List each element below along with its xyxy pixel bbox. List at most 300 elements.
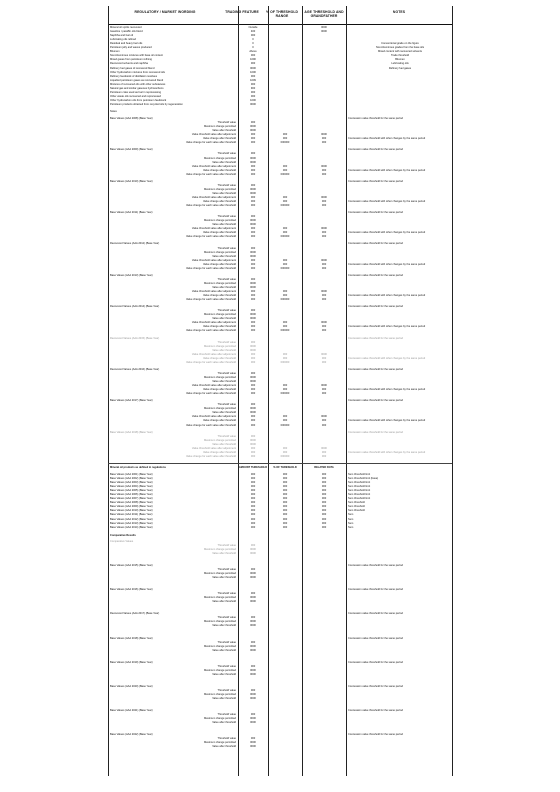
- row-note: Sum threshold limit: [348, 497, 371, 501]
- row-note: Concession value threshold for the same period: [348, 336, 403, 340]
- row-col3: 000: [282, 472, 288, 476]
- row-note: Concession value threshold for the same period: [348, 117, 403, 121]
- row-value: 000: [250, 262, 256, 266]
- row-col4: 000: [321, 517, 327, 521]
- row-value: 000: [250, 164, 256, 168]
- row-value: 000: [250, 664, 256, 668]
- row-col3: 000: [282, 446, 288, 450]
- row-label: Mixtures of recovered oils with other substances: [110, 82, 166, 86]
- row-label: Threshold value: [217, 737, 236, 741]
- row-label: Base Values (AAA 2019) (Base Year): [110, 660, 153, 664]
- row-value: 000: [250, 246, 256, 250]
- row-label: Maximum change permitted: [203, 125, 236, 129]
- row-value: 0000: [250, 745, 256, 749]
- row-label: Base Values (AAA 2002) (Base Year): [110, 477, 153, 480]
- row-col4: 0000: [321, 26, 327, 29]
- row-note: Sum threshold: [348, 501, 365, 505]
- row-note: Concession value threshold for the same period: [348, 430, 403, 434]
- row-value: 0: [252, 42, 254, 46]
- row-note: Mixed content with recovered solvents: [378, 50, 422, 54]
- row-note: Sum threshold: [348, 505, 365, 509]
- row-value: 000: [250, 172, 256, 176]
- row-label: Threshold value: [217, 543, 236, 547]
- row-value: 0000: [250, 125, 256, 129]
- row-col3: 000000: [280, 423, 290, 427]
- row-col3: 000: [282, 290, 288, 293]
- row-note: Concession value threshold for the same period: [348, 612, 403, 616]
- row-note: Concession value threshold with other changes by the same period: [348, 137, 426, 141]
- group-row: [108, 721, 452, 725]
- row-label: Value threshold value after adjustment: [191, 384, 236, 388]
- row-note: Concession value threshold with other changes by the same period: [348, 231, 426, 235]
- row-note: Concession value threshold for the same period: [348, 399, 403, 403]
- row-label: Base Values (AAA 2020) (Base Year): [110, 684, 153, 688]
- group-row: [108, 235, 452, 239]
- row-value: 1000: [250, 70, 256, 74]
- row-label: Base Values (AAA 2016) (Base Year): [110, 588, 153, 592]
- row-value: 0000: [250, 644, 256, 648]
- row-label: Base Values (AAA 2021) (Base Year): [110, 709, 153, 713]
- row-value: 000: [250, 200, 256, 203]
- row-label: Value threshold value after adjustment: [191, 164, 236, 168]
- row-label: Base Values (AAA 2008) (Base Year): [110, 117, 153, 121]
- row-col4: 000: [321, 419, 327, 423]
- row-note: Bitumen: [395, 58, 405, 62]
- row-label: Petroleum products obtained from recycled oils by regeneration: [110, 102, 183, 106]
- row-col4: 0000: [321, 352, 327, 356]
- header-col2-label: TRADING FEATURE: [225, 10, 259, 14]
- row-value: 000: [250, 371, 256, 375]
- row-value: 000: [250, 82, 256, 86]
- row-label: Value after threshold: [212, 551, 236, 555]
- row-value: 000: [250, 94, 256, 98]
- row-col3: 000000: [280, 141, 290, 145]
- row-label: Base Values (AAA 2009) (Base Year): [110, 148, 153, 152]
- row-label: Value threshold value after adjustment: [191, 227, 236, 231]
- row-col3: 000000: [280, 235, 290, 239]
- row-value: 0000: [250, 285, 256, 289]
- row-col3: 000: [282, 258, 288, 262]
- row-note: Sum threshold limit: [348, 493, 371, 497]
- group-row: [108, 697, 452, 701]
- row-col4: 000: [321, 454, 327, 458]
- row-col4: 000: [321, 472, 327, 476]
- row-label: Value change after threshold: [203, 137, 236, 141]
- row-label: Maximum change permitted: [203, 219, 236, 223]
- group-row: [108, 576, 452, 580]
- header-col2: [222, 6, 262, 25]
- row-value: 000: [250, 90, 256, 94]
- row-value: 0000: [250, 313, 256, 317]
- row-label: Recovered Values (AAA 2017) (Base Year): [110, 612, 160, 616]
- row-label: Other waste oils recovered and reprocessed: [110, 94, 161, 98]
- row-label: Value change after threshold: [203, 294, 236, 298]
- row-value: 0000: [250, 693, 256, 696]
- row-value: 1000: [250, 98, 256, 102]
- row-label: Base Values (AAA 2011) (Base Year): [110, 211, 153, 215]
- row-label: Base Values (AAA 2001) (Base Year): [110, 472, 153, 476]
- row-label: Value change after threshold: [203, 200, 236, 203]
- group-row: [108, 424, 452, 428]
- row-value: 0000: [250, 223, 256, 227]
- row-label: Gasoline / paraffin oils blend: [110, 30, 143, 34]
- row-note: Refinery fuel gases: [388, 66, 412, 70]
- row-label: Value after threshold: [212, 380, 236, 383]
- row-value: 000: [250, 183, 256, 187]
- row-value: 0000: [250, 250, 256, 254]
- row-col4: 000: [321, 392, 327, 396]
- row-label: Liquefied petroleum gases as recovered blend: [110, 78, 164, 82]
- mid-header-row: [108, 466, 452, 470]
- row-col4: 0000: [321, 227, 327, 231]
- row-value: 000: [250, 392, 256, 396]
- row-value: 000: [250, 567, 256, 571]
- row-label: Maximum change permitted: [203, 156, 236, 160]
- row-col3: 000: [282, 356, 288, 360]
- row-label: Maximum change permitted: [203, 344, 236, 348]
- row-col4: 0000: [321, 164, 327, 168]
- row-value: 0000: [250, 668, 256, 672]
- row-value: 000: [250, 141, 256, 145]
- row-col4: 000: [321, 168, 327, 172]
- row-label: Value change for each value after threshold: [186, 204, 236, 208]
- group-row: [108, 361, 452, 365]
- row-label: Non-bituminous mixtures with base oil content: [110, 54, 163, 58]
- row-note: Concession value threshold with other changes by the same period: [348, 294, 426, 298]
- row-col4: 000: [321, 356, 327, 360]
- row-label: Value after threshold: [212, 348, 236, 352]
- row-label: Base Values (AAA 2006) (Base Year): [110, 493, 153, 497]
- row-label: Maximum change permitted: [203, 668, 236, 672]
- row-label: Maximum change permitted: [203, 693, 236, 696]
- row-note: Concession value threshold for the same period: [348, 563, 403, 567]
- row-label: Threshold value: [217, 340, 236, 344]
- row-value: 000: [250, 298, 256, 302]
- row-col4: 000: [321, 294, 327, 298]
- row-label: Maximum change permitted: [203, 281, 236, 285]
- row-label: Maximum change permitted: [203, 596, 236, 600]
- row-label: Value after threshold: [212, 648, 236, 652]
- row-col3: 000: [282, 450, 288, 454]
- row-col4: 000: [321, 172, 327, 176]
- row-note: Concession value threshold for the same period: [348, 305, 403, 309]
- row-value: Above: [249, 50, 257, 54]
- row-label: Threshold value: [217, 592, 236, 596]
- row-value: 000: [250, 513, 256, 517]
- row-col4: 000: [321, 485, 327, 489]
- row-note: Concession value threshold for the same period: [348, 709, 403, 713]
- row-col4: 000: [321, 329, 327, 333]
- row-col4: 000: [321, 513, 327, 517]
- row-note: Concession value threshold for the same period: [348, 588, 403, 592]
- notes-row: [108, 110, 452, 114]
- row-value: 000: [250, 737, 256, 741]
- row-value: 000: [250, 309, 256, 313]
- row-label: Base Values (AAA 2013) (Base Year): [110, 521, 153, 525]
- row-value: 0000: [250, 576, 256, 580]
- row-value: 1009: [250, 78, 256, 82]
- header-col4: [302, 6, 346, 25]
- row-label: Value change after threshold: [203, 325, 236, 329]
- row-value: 0000: [250, 442, 256, 446]
- group-row: [108, 455, 452, 459]
- row-col4: 000: [321, 266, 327, 270]
- row-col3: 000: [282, 501, 288, 505]
- row-value: 0000: [250, 697, 256, 701]
- row-value: 000: [250, 454, 256, 458]
- row-col4: 000: [321, 489, 327, 493]
- row-label: Recovered Values (AAA 2012) (Base Year): [110, 242, 160, 246]
- row-label: Value after threshold: [212, 624, 236, 628]
- row-label: Threshold value: [217, 215, 236, 219]
- row-value: 0000: [250, 375, 256, 379]
- row-value: 000: [250, 450, 256, 454]
- row-note: Concession value threshold for the same period: [348, 636, 403, 640]
- row-col3: 000: [282, 489, 288, 493]
- row-col3: 000: [282, 505, 288, 509]
- row-label: Threshold value: [217, 640, 236, 644]
- row-col3: 000: [282, 497, 288, 501]
- mid-row: [108, 526, 452, 530]
- row-note: Concession value threshold with other changes by the same period: [348, 262, 426, 266]
- row-col3: 000: [282, 137, 288, 141]
- document-sheet: [108, 6, 452, 776]
- row-value: 000: [250, 62, 256, 66]
- row-col3: 000: [282, 419, 288, 423]
- row-value: 0000: [250, 160, 256, 164]
- row-value: 000: [250, 227, 256, 231]
- row-label: Value after threshold: [212, 672, 236, 676]
- row-value: 000: [250, 168, 256, 172]
- row-value: 000: [250, 54, 256, 58]
- row-value: 0000: [250, 254, 256, 258]
- row-label: Value change for each value after threshold: [186, 392, 236, 396]
- row-value: 000: [250, 472, 256, 476]
- row-label: Threshold value: [217, 246, 236, 250]
- row-col3: 000: [282, 513, 288, 517]
- row-col4: 0000: [321, 258, 327, 262]
- row-value: 0000: [250, 438, 256, 442]
- row-label: Base Values (AAA 2008) (Base Year): [110, 501, 153, 505]
- row-value: 000: [250, 509, 256, 513]
- row-label: Value after threshold: [212, 745, 236, 749]
- row-value: 000: [250, 195, 256, 199]
- row-label: Value change after threshold: [203, 168, 236, 172]
- row-label: Value after threshold: [212, 600, 236, 604]
- row-label: Value threshold value after adjustment: [191, 446, 236, 450]
- row-value: 000: [250, 352, 256, 356]
- row-label: Value change after threshold: [203, 356, 236, 360]
- row-label: Value after threshold: [212, 129, 236, 133]
- row-value: 000: [250, 204, 256, 208]
- row-col4: 000: [321, 388, 327, 392]
- row-col3: 000: [282, 262, 288, 266]
- row-label: Value threshold value after adjustment: [191, 352, 236, 356]
- row-note: Concession value threshold for the same period: [348, 733, 403, 737]
- row-col4: 000: [321, 235, 327, 239]
- row-label: Base Values (AAA 2004) (Base Year): [110, 485, 153, 489]
- row-value: 0000: [250, 191, 256, 195]
- row-col4: 000: [321, 204, 327, 208]
- row-label: Refinery feedstock of distillation residues: [110, 74, 157, 78]
- row-value: 0000: [250, 572, 256, 575]
- row-value: 0000: [250, 551, 256, 555]
- row-col4: 0000: [321, 195, 327, 199]
- row-value: 000: [250, 713, 256, 717]
- row-value: 000: [250, 640, 256, 644]
- row-label: Value after threshold: [212, 285, 236, 289]
- row-col4: 000: [321, 525, 327, 529]
- row-label: Threshold value: [217, 152, 236, 156]
- row-note: Sum: [348, 525, 354, 529]
- row-col3: 000: [282, 164, 288, 168]
- row-note: Concession value threshold with other changes by the same period: [348, 200, 426, 203]
- group-row: [108, 600, 452, 604]
- row-col4: 000: [321, 450, 327, 454]
- row-label: Base Values (AAA 2017) (Base Year): [110, 399, 153, 403]
- section-divider: [108, 463, 452, 464]
- row-col4: 000: [321, 505, 327, 509]
- row-label: Threshold value: [217, 403, 236, 407]
- row-value: 0000: [250, 344, 256, 348]
- row-value: 0000: [250, 66, 256, 70]
- row-col4: 0000: [321, 321, 327, 325]
- row-label: Maximum change permitted: [203, 375, 236, 379]
- row-value: 000: [250, 521, 256, 525]
- row-value: 000: [250, 446, 256, 450]
- row-note: Concession value threshold for the same period: [348, 367, 403, 371]
- row-col3: 000: [282, 509, 288, 513]
- row-label: Maximum change permitted: [203, 407, 236, 411]
- row-label: Value change for each value after threshold: [186, 266, 236, 270]
- row-value: 000: [250, 481, 256, 485]
- row-col3: 000000: [280, 298, 290, 302]
- row-col3: 000000: [280, 172, 290, 176]
- row-note: Concession value threshold for the same period: [348, 179, 403, 183]
- row-label: Mineral oil products as defined in regulations: [110, 465, 166, 469]
- group-row: [108, 649, 452, 653]
- row-col4: 0000: [321, 133, 327, 137]
- row-label: Maximum change permitted: [203, 620, 236, 624]
- row-col4: 0000: [321, 30, 327, 34]
- row-col3: 000: [282, 525, 288, 529]
- row-note: Lubricating oils: [391, 62, 409, 66]
- row-value: 000: [250, 434, 256, 438]
- row-col4: 000: [321, 137, 327, 141]
- row-note: Sum: [348, 517, 354, 521]
- row-value: 000: [250, 360, 256, 364]
- row-label: Value after threshold: [212, 254, 236, 258]
- row-value: 0: [252, 38, 254, 42]
- header-col4-label: AGE THRESHOLD AND GRANDFATHER: [304, 10, 344, 18]
- row-note: Concession value threshold with other changes by the same period: [348, 388, 426, 392]
- row-label: Value threshold value after adjustment: [191, 195, 236, 199]
- row-col3: 000: [282, 388, 288, 392]
- row-col3: 000: [282, 195, 288, 199]
- row-label: Value after threshold: [212, 721, 236, 725]
- row-label: Base Values (AAA 2013) (Base Year): [110, 273, 153, 277]
- border-right: [452, 6, 453, 776]
- row-label: Base Values (AAA 2005) (Base Year): [110, 489, 153, 493]
- row-label: Value change for each value after threshold: [186, 172, 236, 176]
- row-col3: 000000: [280, 454, 290, 458]
- header-col5: [346, 6, 452, 25]
- row-value: 0000: [250, 547, 256, 551]
- groups-b-title: [108, 534, 452, 538]
- row-label: Residual and heavy fuel oils: [110, 42, 143, 46]
- row-note: Concession value threshold for the same period: [348, 273, 403, 277]
- row-col4: 000: [321, 200, 327, 203]
- row-label: Base Values (AAA 2018) (Base Year): [110, 430, 153, 434]
- header-col5-label: NOTES: [392, 10, 406, 14]
- row-note: Concession value threshold for the same period: [348, 242, 403, 246]
- row-col4: 000: [321, 477, 327, 480]
- row-col3: 000: [282, 231, 288, 235]
- row-label: Base Values (AAA 2015) (Base Year): [110, 563, 153, 567]
- row-value: 000: [250, 121, 256, 125]
- row-label: Value threshold value after adjustment: [191, 415, 236, 419]
- row-label: Recovered Values (AAA 2014) (Base Year): [110, 305, 160, 309]
- row-note: Sum threshold limit: [348, 472, 371, 476]
- row-value: 0: [252, 46, 254, 50]
- row-value: 000: [250, 419, 256, 423]
- row-value: 0000: [250, 600, 256, 604]
- row-note: Sum threshold limit: [348, 485, 371, 489]
- row-value: 900: [250, 86, 256, 90]
- row-label: Refinery fuel gases of recovered blend: [110, 66, 155, 70]
- row-col4: 0000: [321, 415, 327, 419]
- row-value: 000: [250, 688, 256, 692]
- row-label: Base Values (AAA 2014) (Base Year): [110, 525, 153, 529]
- row-value: 000: [250, 592, 256, 596]
- row-label: Value after threshold: [212, 223, 236, 227]
- row-value: Outside: [248, 26, 258, 29]
- row-label: Lubricating oils refined: [110, 38, 136, 42]
- row-col3: 000: [282, 521, 288, 525]
- row-value: 000: [250, 477, 256, 480]
- row-value: 000: [250, 501, 256, 505]
- row-note: Sum threshold limit: [348, 481, 371, 485]
- row-value: 0000: [250, 156, 256, 160]
- row-value: 0000: [250, 317, 256, 321]
- row-value: 0000: [250, 380, 256, 383]
- row-value: 0000: [250, 672, 256, 676]
- row-label: Recovered Values (AAA 2015) (Base Year): [110, 336, 160, 340]
- row-value: 0000: [250, 717, 256, 721]
- row-value: 000: [250, 517, 256, 521]
- row-value: 000: [250, 266, 256, 270]
- row-label: Maximum change permitted: [203, 438, 236, 442]
- row-label: Mineral oil spirits recovered: [110, 26, 142, 29]
- row-label: Value threshold value after adjustment: [191, 258, 236, 262]
- row-label: Value after threshold: [212, 411, 236, 415]
- row-col3: 000: [282, 384, 288, 388]
- row-col4: 000: [321, 501, 327, 505]
- row-note: Concession value threshold for the same period: [348, 684, 403, 688]
- row-label: Value after threshold: [212, 576, 236, 580]
- row-value: 0000: [250, 281, 256, 285]
- row-label: Threshold value: [217, 567, 236, 571]
- group-row: [108, 298, 452, 302]
- row-label: Value after threshold: [212, 317, 236, 321]
- row-label: Value after threshold: [212, 160, 236, 164]
- row-value: 000: [250, 325, 256, 329]
- row-label: Other hydrocarbon mixtures from recovered oils: [110, 70, 165, 74]
- row-col4: RELATED DATA: [314, 465, 334, 469]
- row-label: Naphtha and fuel oil: [110, 34, 134, 38]
- row-label: Bitumen: [110, 50, 120, 54]
- row-value: 000: [250, 294, 256, 298]
